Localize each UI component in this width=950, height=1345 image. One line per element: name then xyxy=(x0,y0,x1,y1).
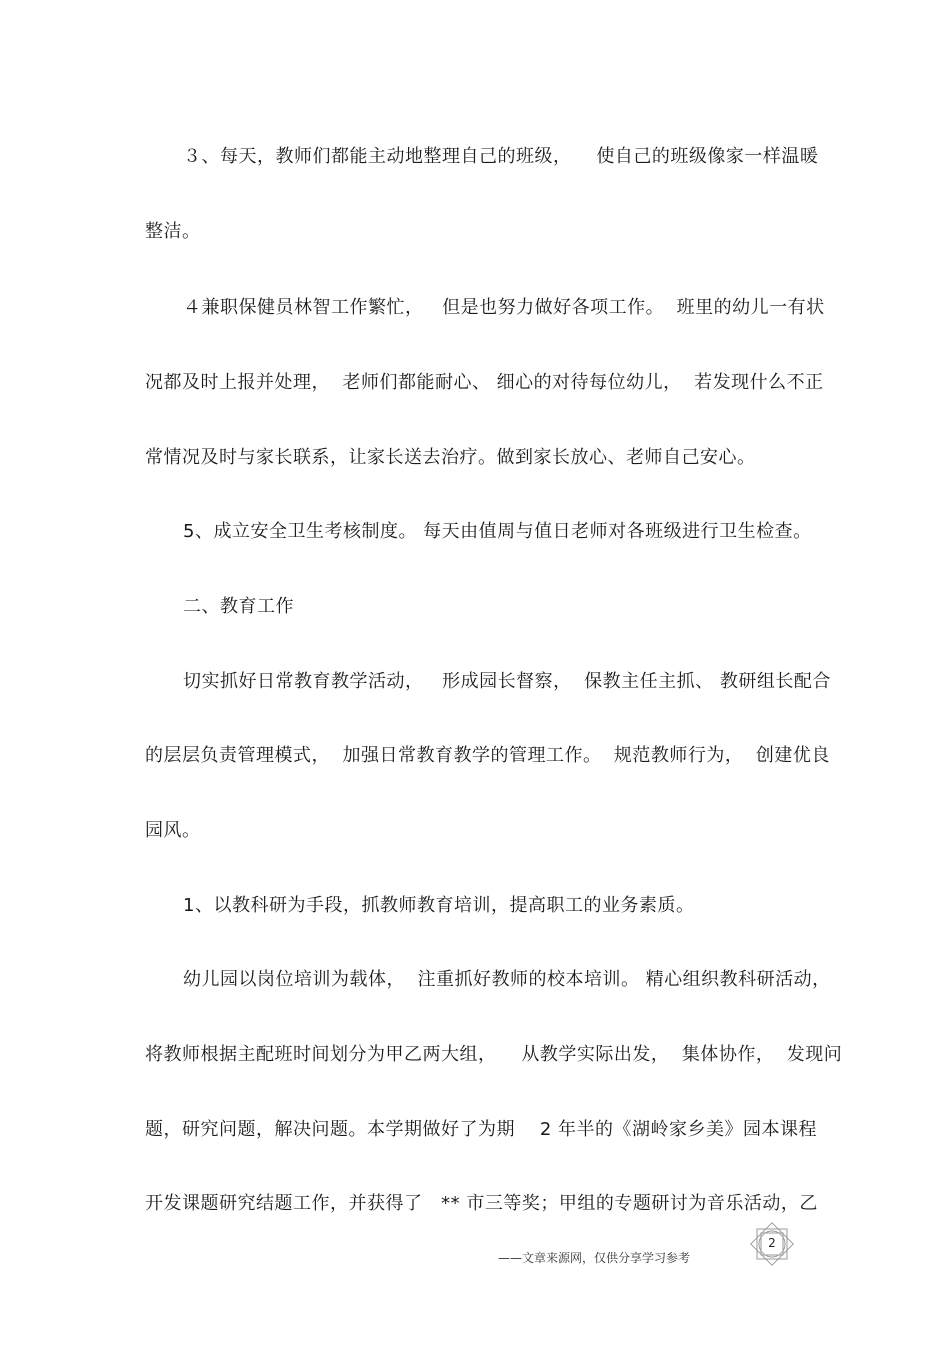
paragraph-line: 的层层负责管理模式， 加强日常教育教学的管理工作。 规范教师行为， 创建优良 xyxy=(145,745,830,766)
paragraph-line: 整洁。 xyxy=(145,221,201,242)
paragraph-line: 切实抓好日常教育教学活动， 形成园长督察， 保教主任主抓、 教研组长配合 xyxy=(183,671,831,692)
footer-note: ——文章来源网，仅供分享学习参考 xyxy=(498,1251,691,1265)
page-number-badge xyxy=(748,1220,796,1268)
paragraph-line: 题，研究问题，解决问题。本学期做好了为期 2 年半的《湖岭家乡美》园本课程 xyxy=(145,1119,818,1140)
paragraph-line: 幼儿园以岗位培训为载体， 注重抓好教师的校本培训。 精心组织教科研活动， xyxy=(183,969,831,990)
paragraph-line: 1、以教科研为手段，抓教师教育培训，提高职工的业务素质。 xyxy=(183,895,695,916)
paragraph-line: 5、成立安全卫生考核制度。 每天由值周与值日老师对各班级进行卫生检查。 xyxy=(183,521,812,542)
paragraph-line: 将教师根据主配班时间划分为甲乙两大组， 从教学实际出发， 集体协作， 发现问 xyxy=(145,1044,843,1065)
paragraph-line: 常情况及时与家长联系，让家长送去治疗。做到家长放心、老师自己安心。 xyxy=(145,447,756,468)
paragraph-line: ４兼职保健员林智工作繁忙， 但是也努力做好各项工作。 班里的幼儿一有状 xyxy=(183,297,825,318)
paragraph-line: 开发课题研究结题工作，并获得了 ** 市三等奖；甲组的专题研讨为音乐活动，乙 xyxy=(145,1193,818,1214)
paragraph-line: 况都及时上报并处理， 老师们都能耐心、 细心的对待每位幼儿， 若发现什么不正 xyxy=(145,372,824,393)
paragraph-line: ３、每天，教师们都能主动地整理自己的班级， 使自己的班级像家一样温暖 xyxy=(183,146,819,167)
paragraph-line: 园风。 xyxy=(145,820,201,841)
page-number: 2 xyxy=(768,1236,776,1250)
section-heading: 二、教育工作 xyxy=(183,596,294,617)
